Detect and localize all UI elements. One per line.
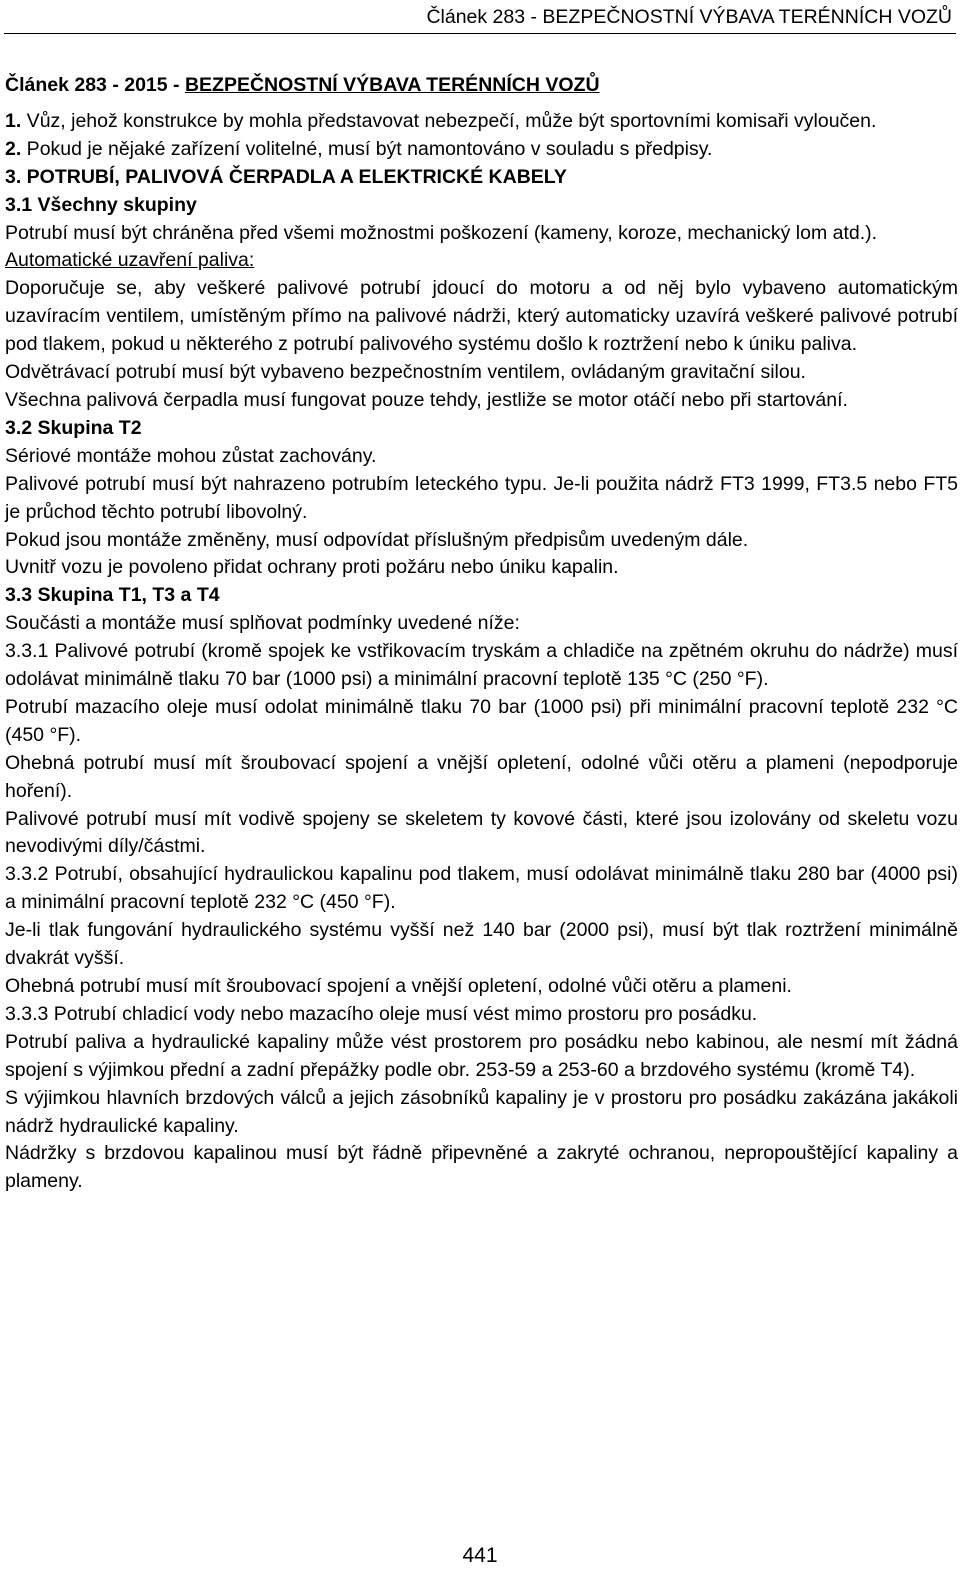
section-3-2-p3: Pokud jsou montáže změněny, musí odpovídat příslušným předpisům uvedeným dále. xyxy=(5,528,749,551)
paragraph-2 xyxy=(5,136,958,164)
section-3-3-1-p4: Palivové potrubí musí mít vodivě spojeny se skeletem ty kovové části, které jsou izolovány od skeletu vozu nevodivými díly/částmi. xyxy=(5,807,958,858)
running-title: Článek 283 - BEZPEČNOSTNÍ VÝBAVA TERÉNNÍCH VOZŮ xyxy=(426,6,952,28)
section-3-2-p2: Palivové potrubí musí být nahrazeno potrubím leteckého typu. Je-li použita nádrž FT3 1999, FT3.5 nebo FT5 je průchod těchto potrubí libovolný. xyxy=(5,472,958,523)
section-3-3-2-p1: 3.3.2 Potrubí, obsahující hydraulickou kapalinu pod tlakem, musí odolávat minimálně tlaku 280 bar (4000 psi) a minimální pracovní teplotě 232 °C (450 °F). xyxy=(5,863,958,914)
section-3-3-2-p3: Ohebná potrubí musí mít šroubovací spojení a vnější opletení, odolné vůči otěru a plameni. xyxy=(5,975,792,997)
section-3-3-3-p3: S výjimkou hlavních brzdových válců a jejich zásobníků kapaliny je v prostoru pro posádku zakázána jakákoli nádrž hydraulické kapaliny. xyxy=(5,1086,958,1137)
section-3-2-p4: Uvnitř vozu je povoleno přidat ochrany proti požáru nebo úniku kapalin. xyxy=(5,556,619,579)
paragraph-1-number: 1. xyxy=(5,109,22,132)
section-3-2-p1: Sériové montáže mohou zůstat zachovány. xyxy=(5,444,377,467)
section-3-3-3-p2: Potrubí paliva a hydraulické kapaliny může vést prostorem pro posádku nebo kabinou, ale nesmí mít žádná spojení s výjimkou přední a zadní přepážky podle obr. 253-59 a 253-60 a brzdového systému (kromě T4). xyxy=(5,1030,958,1081)
article-title xyxy=(5,72,958,100)
section-3-3-3-p4: Nádržky s brzdovou kapalinou musí být řádně připevněné a zakryté ochranou, nepropouštějící kapaliny a plameny. xyxy=(5,1142,958,1193)
paragraph-2-number: 2. xyxy=(5,137,22,160)
section-3-3-1-p3: Ohebná potrubí musí mít šroubovací spojení a vnější opletení, odolné vůči otěru a plameni (nepodporuje hoření). xyxy=(5,751,958,802)
auto-shutoff-label: Automatické uzavření paliva: xyxy=(5,249,255,272)
section-3-3-3-p1: 3.3.3 Potrubí chladicí vody nebo mazacího oleje musí vést mimo prostoru pro posádku. xyxy=(5,1002,758,1025)
paragraph-2-text: Pokud je nějaké zařízení volitelné, musí být namontováno v souladu s předpisy. xyxy=(21,137,713,160)
section-3-2-heading: 3.2 Skupina T2 xyxy=(5,416,142,439)
section-3-1-p2: Doporučuje se, aby veškeré palivové potrubí jdoucí do motoru a od něj bylo vybaveno automatickým uzavíracím ventilem, umístěným přímo na palivové nádrži, který automaticky uzavírá veškeré palivové potrubí pod tlakem, pokud u některého z potrubí palivového systému došlo k roztržení nebo k úniku paliva. xyxy=(5,277,958,356)
section-3-1-p3: Odvětrávací potrubí musí být vybaveno bezpečnostním ventilem, ovládaným gravitační silou. xyxy=(5,361,806,384)
section-3-1-p4: Všechna palivová čerpadla musí fungovat pouze tehdy, jestliže se motor otáčí nebo při startování. xyxy=(5,388,848,411)
section-3-3-1-p2: Potrubí mazacího oleje musí odolat minimálně tlaku 70 bar (1000 psi) při minimální pracovní teplotě 232 °C (450 °F). xyxy=(5,695,958,746)
article-title-prefix: Článek 283 - 2015 - xyxy=(5,74,185,96)
header-rule xyxy=(4,33,956,34)
section-3-3-1-p1: 3.3.1 Palivové potrubí (kromě spojek ke vstřikovacím tryskám a chladiče na zpětném okruhu do nádrže) musí odolávat minimálně tlaku 70 bar (1000 psi) a minimální pracovní teplotě 135 °C (250 °F). xyxy=(5,640,958,691)
article-body xyxy=(5,72,958,1196)
article-title-main: BEZPEČNOSTNÍ VÝBAVA TERÉNNÍCH VOZŮ xyxy=(184,74,600,96)
section-3-3-heading: 3.3 Skupina T1, T3 a T4 xyxy=(5,584,220,607)
paragraph-1 xyxy=(5,108,958,136)
section-3-3-p1: Součásti a montáže musí splňovat podmínky uvedené níže: xyxy=(5,612,520,635)
section-3-1-p1: Potrubí musí být chráněna před všemi možnostmi poškození (kameny, koroze, mechanický lom atd.). xyxy=(5,221,878,244)
running-header xyxy=(0,6,952,28)
section-3-1-heading: 3.1 Všechny skupiny xyxy=(5,193,197,216)
section-3-heading: 3. POTRUBÍ, PALIVOVÁ ČERPADLA A ELEKTRICKÉ KABELY xyxy=(5,165,567,188)
section-3-3-2-p2: Je-li tlak fungování hydraulického systému vyšší než 140 bar (2000 psi), musí být tlak roztržení minimálně dvakrát vyšší. xyxy=(5,919,958,970)
page-number: 441 xyxy=(462,1544,498,1567)
paragraph-1-text: Vůz, jehož konstrukce by mohla představovat nebezpečí, může být sportovními komisaři vyloučen. xyxy=(21,109,877,132)
